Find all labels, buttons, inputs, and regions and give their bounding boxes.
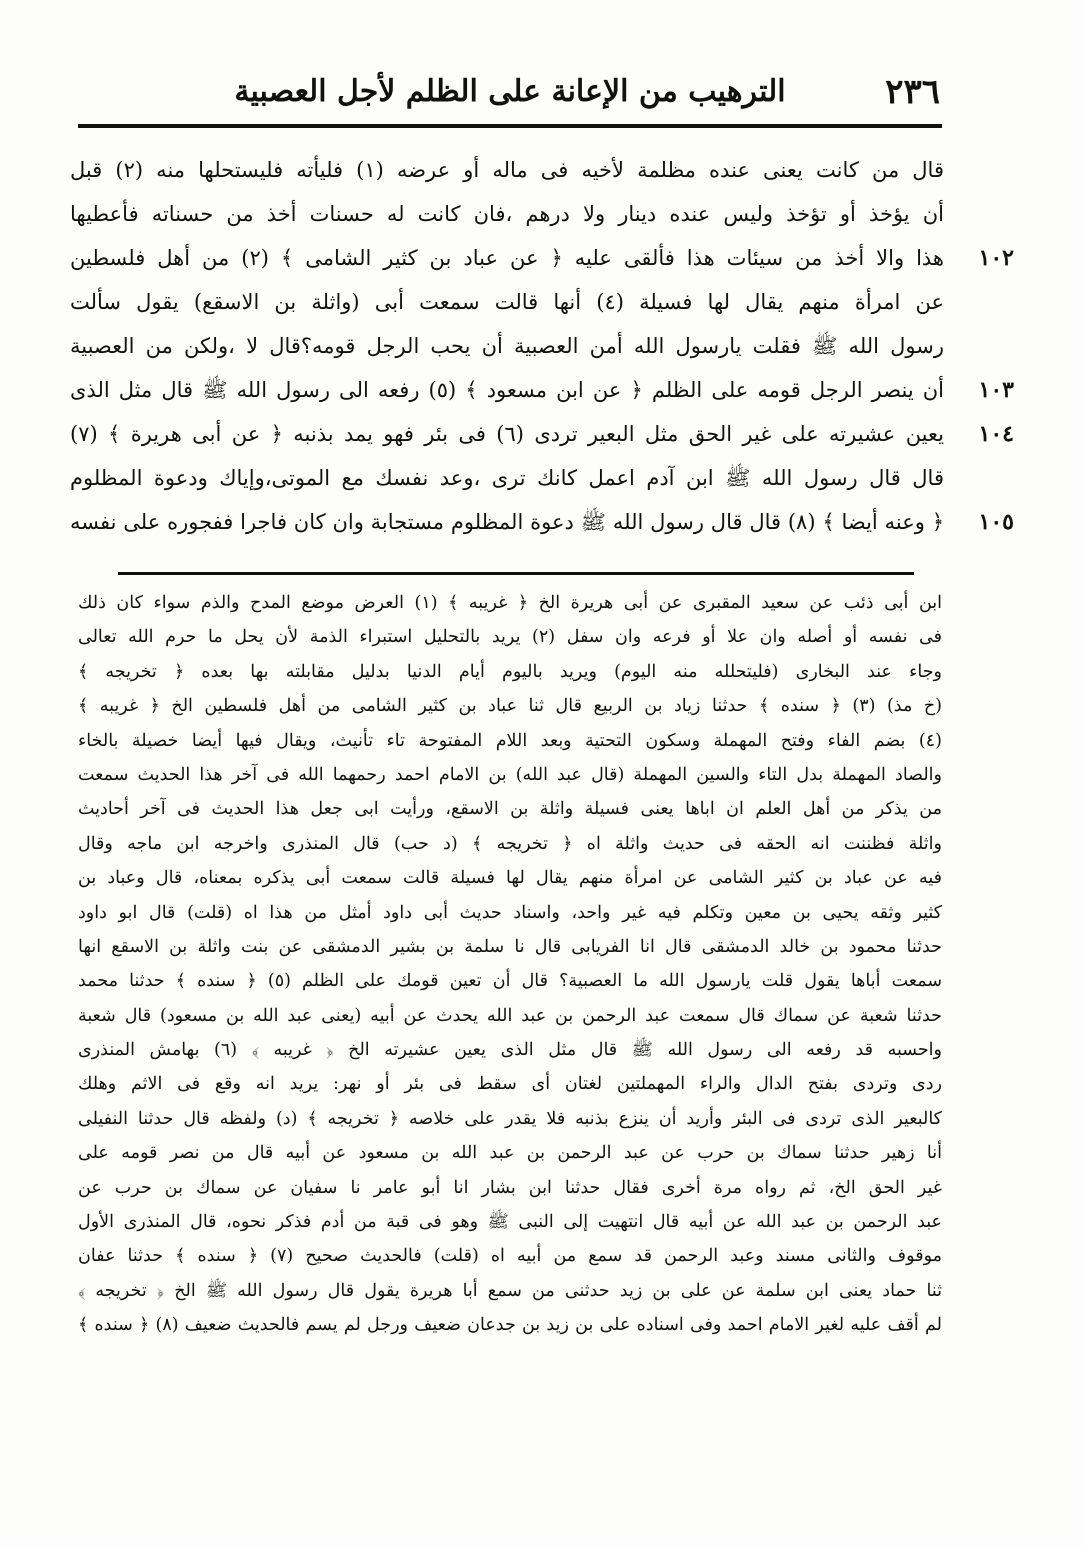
text-line xyxy=(70,236,1014,280)
running-title: الترهيب من الإعانة على الظلم لأجل العصبية xyxy=(234,74,786,109)
footnote-line: لم أقف عليه لغير الامام احمد وفى اسناده على بن زيد بن جدعان ضعيف ورجل لم يسم فالحديث ضعيف (٨) ﴿ سنده ﴾ xyxy=(78,1315,942,1336)
footnote-line: فيه عن عباد بن كثير الشامى عن امرأة منهم يقال لها فسيلة قالت سمعت أبى يذكره بمعناه، قال وعباد بن xyxy=(78,868,942,889)
footnote-separator xyxy=(118,572,914,575)
footnote-line: كثير وثقه يحيى بن معين وتكلم فيه غير واحد، واسناد حديث أبى داود أمثل من هذا اه (قلت) قال ابو داود xyxy=(78,902,942,923)
footnote-line: فى نفسه أو أصله وان علا أو فرعه وان سفل (٢) يريد بالتحليل استبراء الذمة لأن يحل ما حرم الله تعالى xyxy=(78,627,942,648)
footnote-line: أنا زهير حدثنا سماك بن حرب عن عبد الرحمن بن عبد الله بن مسعود عن أبيه قال من نصر قومه على xyxy=(78,1143,942,1164)
text-line xyxy=(70,456,1014,500)
line-text: قال من كانت يعنى عنده مظلمة لأخيه فى ماله أو عرضه (١) فليأته فليستحلها منه (٢) قبل xyxy=(70,158,944,182)
footnote-line: والصاد المهملة بدل التاء والسين المهملة (قال عبد الله) بن الامام احمد رحمهما الله فى آخر هذا الحديث سمعت xyxy=(78,764,942,785)
line-text: ﴿ وعنه أيضا ﴾ (٨) قال قال رسول الله ﷺ دعوة المظلوم مستجابة وان كان فاجرا ففجوره على نفسه xyxy=(70,510,944,534)
page-header xyxy=(80,70,940,120)
line-text: أن يؤخذ أو تؤخذ وليس عنده دينار ولا درهم ،فان كانت له حسنات أخذ من حسناته فأعطيها xyxy=(70,202,944,226)
footnote-line: وجاء عند البخارى (فليتحلله منه اليوم) ويريد باليوم أيام الدنيا بدليل مقابلته بها بعده ﴿ تخريجه ﴾ xyxy=(78,661,942,682)
hadith-number: ١٠٣ xyxy=(978,377,1014,403)
footnote-line: واثلة فظننت انه الحقه فى حديث واثلة اه ﴿ تخريجه ﴾ (د حب) قال المنذرى واخرجه ابن ماجه وقال xyxy=(78,833,942,854)
text-line xyxy=(70,324,1014,368)
footnote-line: ابن أبى ذئب عن سعيد المقبرى عن أبى هريرة الخ ﴿ غريبه ﴾ (١) العرض موضع المدح والذم سواء كان ذلك xyxy=(78,593,942,613)
footnote-line: حدثنا شعبة عن سماك قال سمعت عبد الرحمن بن عبد الله يحدث عن أبيه (يعنى عبد الله بن مسعود) قال شعبة xyxy=(78,1005,942,1026)
footnote-line: (خ مذ) (٣) ﴿ سنده ﴾ حدثنا زياد بن الربيع قال ثنا عباد بن كثير الشامى من أهل فلسطين الخ ﴿ غريبه ﴾ xyxy=(78,696,942,717)
header-rule xyxy=(78,124,942,128)
text-line xyxy=(70,148,1014,192)
main-text xyxy=(70,148,1014,544)
footnote-line: غير الحق الخ، ثم رواه مرة أخرى فقال حدثنا ابن بشار انا أبو عامر نا سفيان عن سماك بن حرب عن xyxy=(78,1177,942,1198)
footnote-line: واحسبه قد رفعه الى رسول الله ﷺ قال مثل الذى يعين عشيرته الخ ﴿ غريبه ﴾ (٦) بهامش المنذرى xyxy=(78,1040,942,1061)
text-line xyxy=(70,500,1014,544)
text-line xyxy=(70,368,1014,412)
footnote-line: سمعت أباها يقول قلت يارسول الله ما العصبية؟ قال أن تعين قومك على الظلم (٥) ﴿ سنده ﴾ حدثنا محمد xyxy=(78,971,942,992)
footnote-line: ثنا حماد يعنى ابن سلمة عن على بن زيد حدثنى من سمع أبا هريرة يقول قال رسول الله ﷺ الخ ﴿ تخريجه ﴾ xyxy=(78,1280,942,1301)
footnote-line: حدثنا محمود بن خالد الدمشقى قال انا الفريابى قال نا سلمة بن بشير الدمشقى عن بنت واثلة بن الاسقع انها xyxy=(78,936,942,957)
hadith-number: ١٠٤ xyxy=(978,421,1014,447)
line-text: قال قال رسول الله ﷺ ابن آدم اعمل كانك ترى ،وعد نفسك مع الموتى،وإياك ودعوة المظلوم xyxy=(70,466,944,490)
line-text: أن ينصر الرجل قومه على الظلم ﴿ عن ابن مسعود ﴾ (٥) رفعه الى رسول الله ﷺ قال مثل الذى xyxy=(70,378,944,402)
line-text: هذا والا أخذ من سيئات هذا فألقى عليه ﴿ عن عباد بن كثير الشامى ﴾ (٢) من أهل فلسطين xyxy=(70,246,944,270)
footnote-line: (٤) بضم الفاء وفتح المهملة وسكون التحتية وبعد اللام المفتوحة تاء تأنيث، ويقال فيها أيضا خصيلة بالخاء xyxy=(78,730,942,751)
line-text: عن امرأة منهم يقال لها فسيلة (٤) أنها قالت سمعت أبى (واثلة بن الاسقع) يقول سألت xyxy=(70,290,944,314)
footnote-line: من يذكر من أهل العلم ان اباها يعنى فسيلة واثلة بن الاسقع، ورأيت ابى جعل هذا الحديث فى آخر أحاديث xyxy=(78,799,942,820)
text-line xyxy=(70,280,1014,324)
line-text: رسول الله ﷺ فقلت يارسول الله أمن العصبية أن يحب الرجل قومه؟قال لا ،ولكن من العصبية xyxy=(70,334,944,358)
footnote-line: ردى وتردى بفتح الدال والراء المهملتين لغتان أى سقط فى بئر أو نهر: يريد انه وقع فى الاثم وهلك xyxy=(78,1074,942,1095)
line-text: يعين عشيرته على غير الحق مثل البعير تردى (٦) فى بئر فهو يمد بذنبه ﴿ عن أبى هريرة ﴾ (٧) xyxy=(70,422,944,446)
text-line xyxy=(70,412,1014,456)
footnote-line: عبد الرحمن بن عبد الله عن أبيه قال انتهيت إلى النبى ﷺ وهو فى قبة من أدم فذكر نحوه، قال المنذرى الأول xyxy=(78,1212,942,1233)
footnote-line: كالبعير الذى تردى فى البئر وأريد أن ينزع بذنبه فلا يقدر على خلاصه ﴿ تخريجه ﴾ (د) ولفظه قال حدثنا النفيلى xyxy=(78,1108,942,1129)
hadith-number: ١٠٢ xyxy=(978,245,1014,271)
page-number: ٢٣٦ xyxy=(885,72,940,112)
footnotes xyxy=(78,586,942,1343)
text-line xyxy=(70,192,1014,236)
footnote-line: موقوف والثانى مسند وعبد الرحمن قد سمع من أبيه اه (قلت) فالحديث صحيح (٧) ﴿ سنده ﴾ حدثنا عفان xyxy=(78,1246,942,1267)
hadith-number: ١٠٥ xyxy=(978,509,1014,535)
